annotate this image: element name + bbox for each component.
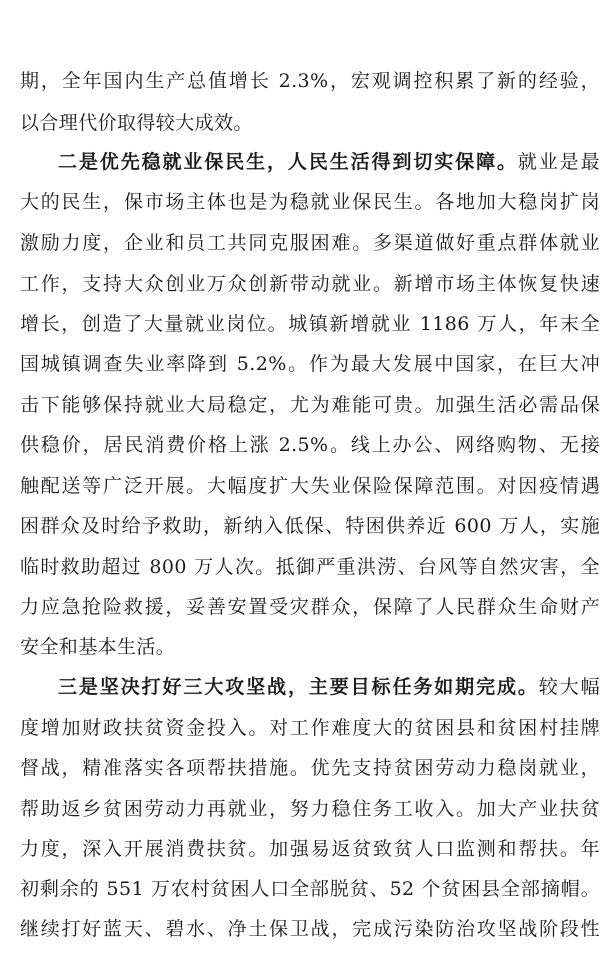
paragraph-2-line-4: 工作，支持大众创业万众创新带动就业。新增市场主体恢复快速 xyxy=(20,273,600,295)
paragraph-2-line-13: 安全和基本生活。 xyxy=(20,636,176,658)
paragraph-2-line-6: 国城镇调查失业率降到 5.2%。作为最大发展中国家，在巨大冲 xyxy=(20,353,600,375)
paragraph-2-line-8: 供稳价，居民消费价格上涨 2.5%。线上办公、网络购物、无接 xyxy=(20,434,600,456)
paragraph-1-line-1: 期，全年国内生产总值增长 2.3%，宏观调控积累了新的经验， xyxy=(20,70,600,92)
paragraph-2-line-12: 力应急抢险救援，妥善安置受灾群众，保障了人民群众生命财产 xyxy=(20,596,600,618)
paragraph-2-heading: 二是优先稳就业保民生，人民生活得到切实保障。 xyxy=(58,151,518,173)
paragraph-3-line-5: 力度，深入开展消费扶贫。加强易返贫致贫人口监测和帮扶。年 xyxy=(20,838,600,860)
paragraph-3-heading: 三是坚决打好三大攻坚战，主要目标任务如期完成。 xyxy=(58,676,539,698)
paragraph-3-line-6: 初剩余的 551 万农村贫困人口全部脱贫、52 个贫困县全部摘帽。 xyxy=(20,878,600,900)
paragraph-2-lead-text: 就业是最 xyxy=(517,151,600,173)
paragraph-3-line-7: 继续打好蓝天、碧水、净土保卫战，完成污染防治攻坚战阶段性 xyxy=(20,918,600,940)
paragraph-1-line-2: 以合理代价取得较大成效。 xyxy=(20,112,253,134)
paragraph-2-line-3: 激励力度，企业和员工共同克服困难。多渠道做好重点群体就业 xyxy=(20,232,600,254)
paragraph-2-line-1 xyxy=(58,147,600,177)
paragraph-3-line-4: 帮助返乡贫困劳动力再就业，努力稳住务工收入。加大产业扶贫 xyxy=(20,798,600,820)
paragraph-2-line-5: 增长，创造了大量就业岗位。城镇新增就业 1186 万人，年末全 xyxy=(20,313,600,335)
paragraph-2-line-10: 困群众及时给予救助，新纳入低保、特困供养近 600 万人，实施 xyxy=(20,515,600,537)
paragraph-2-line-9: 触配送等广泛开展。大幅度扩大失业保险保障范围。对因疫情遇 xyxy=(20,475,600,497)
paragraph-2-line-11: 临时救助超过 800 万人次。抵御严重洪涝、台风等自然灾害，全 xyxy=(20,556,600,578)
paragraph-2-line-7: 击下能够保持就业大局稳定，尤为难能可贵。加强生活必需品保 xyxy=(20,394,600,416)
paragraph-3-line-2: 度增加财政扶贫资金投入。对工作难度大的贫困县和贫困村挂牌 xyxy=(20,717,600,739)
paragraph-3-lead-text: 较大幅 xyxy=(538,676,601,698)
paragraph-3-line-1 xyxy=(58,672,600,702)
paragraph-2-line-2: 大的民生，保市场主体也是为稳就业保民生。各地加大稳岗扩岗 xyxy=(20,191,600,213)
paragraph-3-line-3: 督战，精准落实各项帮扶措施。优先支持贫困劳动力稳岗就业， xyxy=(20,757,600,779)
